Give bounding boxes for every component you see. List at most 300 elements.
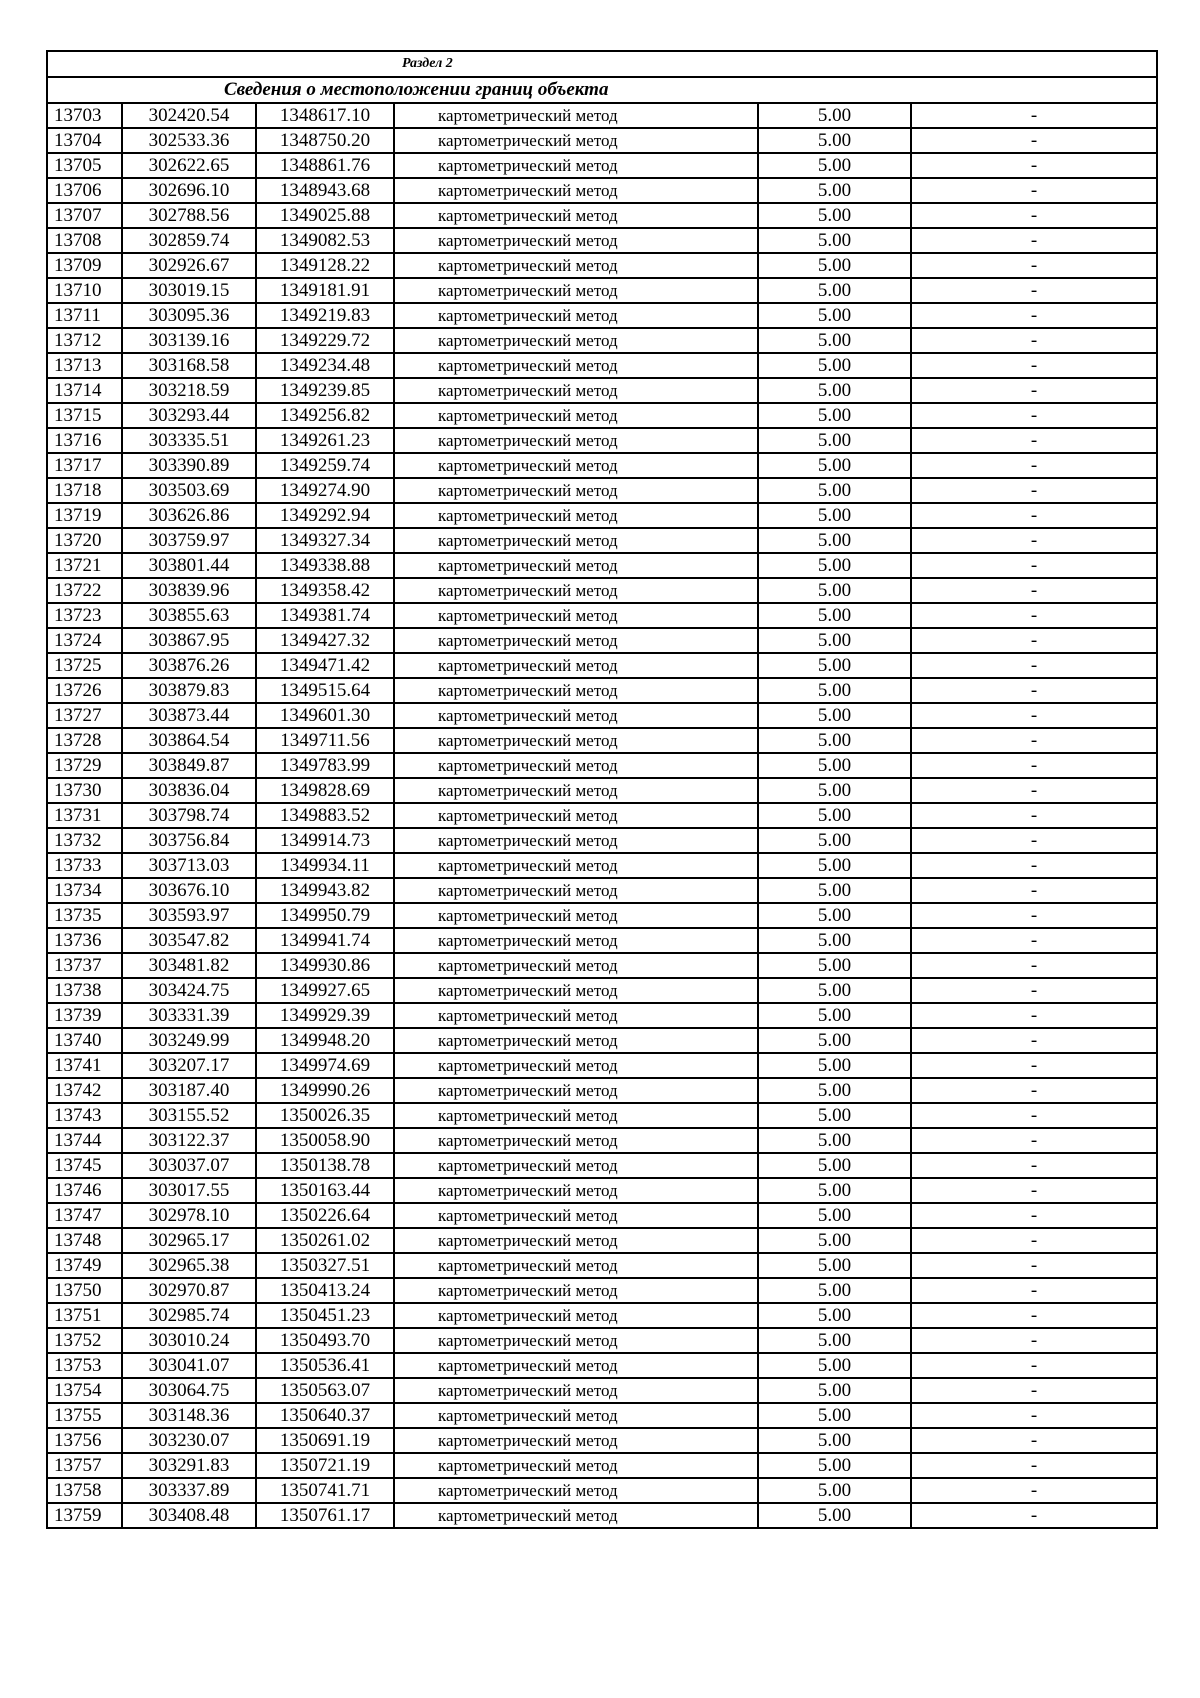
description-cell: - xyxy=(911,953,1157,978)
accuracy-cell: 5.00 xyxy=(758,753,911,778)
description-cell: - xyxy=(911,253,1157,278)
point-number-cell: 13739 xyxy=(47,1003,122,1028)
x-coordinate-cell: 303335.51 xyxy=(122,428,256,453)
description-cell: - xyxy=(911,353,1157,378)
point-number-cell: 13753 xyxy=(47,1353,122,1378)
table-row xyxy=(47,1453,1157,1478)
description-cell: - xyxy=(911,103,1157,128)
point-number-cell: 13737 xyxy=(47,953,122,978)
y-coordinate-cell: 1349930.86 xyxy=(256,953,394,978)
table-row xyxy=(47,1078,1157,1103)
description-cell: - xyxy=(911,128,1157,153)
x-coordinate-cell: 303017.55 xyxy=(122,1178,256,1203)
point-number-cell: 13747 xyxy=(47,1203,122,1228)
table-row xyxy=(47,103,1157,128)
accuracy-cell: 5.00 xyxy=(758,1503,911,1528)
y-coordinate-cell: 1349128.22 xyxy=(256,253,394,278)
accuracy-cell: 5.00 xyxy=(758,878,911,903)
accuracy-cell: 5.00 xyxy=(758,903,911,928)
table-row xyxy=(47,578,1157,603)
method-cell: картометрический метод xyxy=(394,1103,758,1128)
table-row xyxy=(47,403,1157,428)
method-cell: картометрический метод xyxy=(394,353,758,378)
y-coordinate-cell: 1348861.76 xyxy=(256,153,394,178)
table-row xyxy=(47,853,1157,878)
table-row xyxy=(47,1353,1157,1378)
table-row xyxy=(47,128,1157,153)
y-coordinate-cell: 1349025.88 xyxy=(256,203,394,228)
accuracy-cell: 5.00 xyxy=(758,853,911,878)
point-number-cell: 13743 xyxy=(47,1103,122,1128)
accuracy-cell: 5.00 xyxy=(758,1303,911,1328)
y-coordinate-cell: 1349427.32 xyxy=(256,628,394,653)
accuracy-cell: 5.00 xyxy=(758,1053,911,1078)
x-coordinate-cell: 303839.96 xyxy=(122,578,256,603)
description-cell: - xyxy=(911,378,1157,403)
description-cell: - xyxy=(911,553,1157,578)
method-cell: картометрический метод xyxy=(394,978,758,1003)
description-cell: - xyxy=(911,1353,1157,1378)
accuracy-cell: 5.00 xyxy=(758,778,911,803)
y-coordinate-cell: 1350741.71 xyxy=(256,1478,394,1503)
y-coordinate-cell: 1349950.79 xyxy=(256,903,394,928)
accuracy-cell: 5.00 xyxy=(758,503,911,528)
point-number-cell: 13719 xyxy=(47,503,122,528)
method-cell: картометрический метод xyxy=(394,1053,758,1078)
table-row xyxy=(47,278,1157,303)
x-coordinate-cell: 303836.04 xyxy=(122,778,256,803)
x-coordinate-cell: 303331.39 xyxy=(122,1003,256,1028)
y-coordinate-cell: 1349239.85 xyxy=(256,378,394,403)
method-cell: картометрический метод xyxy=(394,1078,758,1103)
table-row xyxy=(47,1128,1157,1153)
table-row xyxy=(47,728,1157,753)
x-coordinate-cell: 302970.87 xyxy=(122,1278,256,1303)
point-number-cell: 13738 xyxy=(47,978,122,1003)
accuracy-cell: 5.00 xyxy=(758,828,911,853)
accuracy-cell: 5.00 xyxy=(758,228,911,253)
x-coordinate-cell: 303139.16 xyxy=(122,328,256,353)
table-row xyxy=(47,428,1157,453)
table-row xyxy=(47,978,1157,1003)
table-row xyxy=(47,828,1157,853)
table-row xyxy=(47,803,1157,828)
description-cell: - xyxy=(911,728,1157,753)
x-coordinate-cell: 303713.03 xyxy=(122,853,256,878)
accuracy-cell: 5.00 xyxy=(758,1328,911,1353)
x-coordinate-cell: 303293.44 xyxy=(122,403,256,428)
description-cell: - xyxy=(911,778,1157,803)
y-coordinate-cell: 1349229.72 xyxy=(256,328,394,353)
accuracy-cell: 5.00 xyxy=(758,1278,911,1303)
accuracy-cell: 5.00 xyxy=(758,1003,911,1028)
method-cell: картометрический метод xyxy=(394,1228,758,1253)
table-row xyxy=(47,1153,1157,1178)
description-cell: - xyxy=(911,153,1157,178)
x-coordinate-cell: 302965.38 xyxy=(122,1253,256,1278)
accuracy-cell: 5.00 xyxy=(758,278,911,303)
x-coordinate-cell: 303879.83 xyxy=(122,678,256,703)
point-number-cell: 13749 xyxy=(47,1253,122,1278)
table-row xyxy=(47,178,1157,203)
accuracy-cell: 5.00 xyxy=(758,1478,911,1503)
accuracy-cell: 5.00 xyxy=(758,478,911,503)
method-cell: картометрический метод xyxy=(394,1253,758,1278)
x-coordinate-cell: 303756.84 xyxy=(122,828,256,853)
method-cell: картометрический метод xyxy=(394,203,758,228)
method-cell: картометрический метод xyxy=(394,853,758,878)
y-coordinate-cell: 1349943.82 xyxy=(256,878,394,903)
y-coordinate-cell: 1350563.07 xyxy=(256,1378,394,1403)
point-number-cell: 13759 xyxy=(47,1503,122,1528)
method-cell: картометрический метод xyxy=(394,1178,758,1203)
accuracy-cell: 5.00 xyxy=(758,178,911,203)
description-cell: - xyxy=(911,703,1157,728)
method-cell: картометрический метод xyxy=(394,503,758,528)
x-coordinate-cell: 303864.54 xyxy=(122,728,256,753)
accuracy-cell: 5.00 xyxy=(758,978,911,1003)
table-row xyxy=(47,478,1157,503)
table-row xyxy=(47,903,1157,928)
accuracy-cell: 5.00 xyxy=(758,1203,911,1228)
method-cell: картометрический метод xyxy=(394,1403,758,1428)
x-coordinate-cell: 303873.44 xyxy=(122,703,256,728)
y-coordinate-cell: 1348943.68 xyxy=(256,178,394,203)
x-coordinate-cell: 303122.37 xyxy=(122,1128,256,1153)
table-row xyxy=(47,703,1157,728)
accuracy-cell: 5.00 xyxy=(758,928,911,953)
accuracy-cell: 5.00 xyxy=(758,1428,911,1453)
table-row xyxy=(47,603,1157,628)
x-coordinate-cell: 303218.59 xyxy=(122,378,256,403)
table-row xyxy=(47,1428,1157,1453)
y-coordinate-cell: 1349181.91 xyxy=(256,278,394,303)
y-coordinate-cell: 1349515.64 xyxy=(256,678,394,703)
method-cell: картометрический метод xyxy=(394,678,758,703)
point-number-cell: 13746 xyxy=(47,1178,122,1203)
y-coordinate-cell: 1349927.65 xyxy=(256,978,394,1003)
description-cell: - xyxy=(911,503,1157,528)
x-coordinate-cell: 303867.95 xyxy=(122,628,256,653)
point-number-cell: 13752 xyxy=(47,1328,122,1353)
y-coordinate-cell: 1350058.90 xyxy=(256,1128,394,1153)
description-cell: - xyxy=(911,278,1157,303)
table-row xyxy=(47,303,1157,328)
description-cell: - xyxy=(911,1153,1157,1178)
x-coordinate-cell: 303626.86 xyxy=(122,503,256,528)
table-row xyxy=(47,628,1157,653)
table-row xyxy=(47,953,1157,978)
x-coordinate-cell: 303064.75 xyxy=(122,1378,256,1403)
table-row xyxy=(47,203,1157,228)
x-coordinate-cell: 303855.63 xyxy=(122,603,256,628)
table-row xyxy=(47,1278,1157,1303)
accuracy-cell: 5.00 xyxy=(758,353,911,378)
x-coordinate-cell: 303291.83 xyxy=(122,1453,256,1478)
method-cell: картометрический метод xyxy=(394,828,758,853)
point-number-cell: 13734 xyxy=(47,878,122,903)
y-coordinate-cell: 1349292.94 xyxy=(256,503,394,528)
description-cell: - xyxy=(911,1228,1157,1253)
point-number-cell: 13744 xyxy=(47,1128,122,1153)
accuracy-cell: 5.00 xyxy=(758,1403,911,1428)
point-number-cell: 13742 xyxy=(47,1078,122,1103)
method-cell: картометрический метод xyxy=(394,1128,758,1153)
description-cell: - xyxy=(911,828,1157,853)
x-coordinate-cell: 302965.17 xyxy=(122,1228,256,1253)
table-row xyxy=(47,1003,1157,1028)
point-number-cell: 13710 xyxy=(47,278,122,303)
point-number-cell: 13720 xyxy=(47,528,122,553)
table-row xyxy=(47,1103,1157,1128)
accuracy-cell: 5.00 xyxy=(758,1253,911,1278)
method-cell: картометрический метод xyxy=(394,178,758,203)
x-coordinate-cell: 303337.89 xyxy=(122,1478,256,1503)
point-number-cell: 13718 xyxy=(47,478,122,503)
point-number-cell: 13758 xyxy=(47,1478,122,1503)
y-coordinate-cell: 1350761.17 xyxy=(256,1503,394,1528)
method-cell: картометрический метод xyxy=(394,903,758,928)
table-row xyxy=(47,1403,1157,1428)
method-cell: картометрический метод xyxy=(394,1328,758,1353)
accuracy-cell: 5.00 xyxy=(758,678,911,703)
x-coordinate-cell: 303168.58 xyxy=(122,353,256,378)
point-number-cell: 13725 xyxy=(47,653,122,678)
accuracy-cell: 5.00 xyxy=(758,1128,911,1153)
point-number-cell: 13717 xyxy=(47,453,122,478)
point-number-cell: 13721 xyxy=(47,553,122,578)
description-cell: - xyxy=(911,1178,1157,1203)
section-label: Раздел 2 xyxy=(47,51,1157,77)
x-coordinate-cell: 303503.69 xyxy=(122,478,256,503)
method-cell: картометрический метод xyxy=(394,653,758,678)
point-number-cell: 13754 xyxy=(47,1378,122,1403)
section-header-row xyxy=(47,51,1157,77)
table-row xyxy=(47,228,1157,253)
point-number-cell: 13722 xyxy=(47,578,122,603)
description-cell: - xyxy=(911,528,1157,553)
point-number-cell: 13706 xyxy=(47,178,122,203)
x-coordinate-cell: 303095.36 xyxy=(122,303,256,328)
y-coordinate-cell: 1350138.78 xyxy=(256,1153,394,1178)
x-coordinate-cell: 303547.82 xyxy=(122,928,256,953)
x-coordinate-cell: 303041.07 xyxy=(122,1353,256,1378)
description-cell: - xyxy=(911,1253,1157,1278)
accuracy-cell: 5.00 xyxy=(758,1153,911,1178)
y-coordinate-cell: 1349783.99 xyxy=(256,753,394,778)
y-coordinate-cell: 1349914.73 xyxy=(256,828,394,853)
point-number-cell: 13748 xyxy=(47,1228,122,1253)
point-number-cell: 13708 xyxy=(47,228,122,253)
description-cell: - xyxy=(911,603,1157,628)
description-cell: - xyxy=(911,1103,1157,1128)
method-cell: картометрический метод xyxy=(394,1003,758,1028)
accuracy-cell: 5.00 xyxy=(758,1378,911,1403)
y-coordinate-cell: 1349941.74 xyxy=(256,928,394,953)
method-cell: картометрический метод xyxy=(394,1428,758,1453)
point-number-cell: 13750 xyxy=(47,1278,122,1303)
description-cell: - xyxy=(911,328,1157,353)
y-coordinate-cell: 1350721.19 xyxy=(256,1453,394,1478)
point-number-cell: 13715 xyxy=(47,403,122,428)
table-row xyxy=(47,1053,1157,1078)
point-number-cell: 13714 xyxy=(47,378,122,403)
description-cell: - xyxy=(911,178,1157,203)
table-row xyxy=(47,1228,1157,1253)
method-cell: картометрический метод xyxy=(394,103,758,128)
table-row xyxy=(47,678,1157,703)
method-cell: картометрический метод xyxy=(394,1478,758,1503)
y-coordinate-cell: 1349601.30 xyxy=(256,703,394,728)
x-coordinate-cell: 303010.24 xyxy=(122,1328,256,1353)
method-cell: картометрический метод xyxy=(394,803,758,828)
y-coordinate-cell: 1349929.39 xyxy=(256,1003,394,1028)
description-cell: - xyxy=(911,1053,1157,1078)
point-number-cell: 13712 xyxy=(47,328,122,353)
y-coordinate-cell: 1349711.56 xyxy=(256,728,394,753)
point-number-cell: 13729 xyxy=(47,753,122,778)
accuracy-cell: 5.00 xyxy=(758,103,911,128)
point-number-cell: 13709 xyxy=(47,253,122,278)
table-title-row xyxy=(47,77,1157,103)
y-coordinate-cell: 1349471.42 xyxy=(256,653,394,678)
point-number-cell: 13751 xyxy=(47,1303,122,1328)
accuracy-cell: 5.00 xyxy=(758,453,911,478)
method-cell: картометрический метод xyxy=(394,528,758,553)
x-coordinate-cell: 302926.67 xyxy=(122,253,256,278)
table-row xyxy=(47,1203,1157,1228)
method-cell: картометрический метод xyxy=(394,1153,758,1178)
x-coordinate-cell: 303798.74 xyxy=(122,803,256,828)
x-coordinate-cell: 303019.15 xyxy=(122,278,256,303)
y-coordinate-cell: 1349234.48 xyxy=(256,353,394,378)
accuracy-cell: 5.00 xyxy=(758,1228,911,1253)
x-coordinate-cell: 303230.07 xyxy=(122,1428,256,1453)
x-coordinate-cell: 303759.97 xyxy=(122,528,256,553)
accuracy-cell: 5.00 xyxy=(758,703,911,728)
method-cell: картометрический метод xyxy=(394,303,758,328)
table-row xyxy=(47,528,1157,553)
y-coordinate-cell: 1350261.02 xyxy=(256,1228,394,1253)
x-coordinate-cell: 302420.54 xyxy=(122,103,256,128)
y-coordinate-cell: 1350640.37 xyxy=(256,1403,394,1428)
description-cell: - xyxy=(911,1203,1157,1228)
y-coordinate-cell: 1349948.20 xyxy=(256,1028,394,1053)
method-cell: картометрический метод xyxy=(394,328,758,353)
accuracy-cell: 5.00 xyxy=(758,1353,911,1378)
y-coordinate-cell: 1349274.90 xyxy=(256,478,394,503)
point-number-cell: 13716 xyxy=(47,428,122,453)
boundary-coordinates-table xyxy=(46,50,1158,1529)
method-cell: картометрический метод xyxy=(394,1303,758,1328)
accuracy-cell: 5.00 xyxy=(758,303,911,328)
x-coordinate-cell: 303481.82 xyxy=(122,953,256,978)
x-coordinate-cell: 303801.44 xyxy=(122,553,256,578)
point-number-cell: 13704 xyxy=(47,128,122,153)
method-cell: картометрический метод xyxy=(394,1353,758,1378)
y-coordinate-cell: 1350691.19 xyxy=(256,1428,394,1453)
y-coordinate-cell: 1350327.51 xyxy=(256,1253,394,1278)
x-coordinate-cell: 303207.17 xyxy=(122,1053,256,1078)
table-row xyxy=(47,1328,1157,1353)
method-cell: картометрический метод xyxy=(394,728,758,753)
description-cell: - xyxy=(911,453,1157,478)
method-cell: картометрический метод xyxy=(394,403,758,428)
description-cell: - xyxy=(911,1078,1157,1103)
method-cell: картометрический метод xyxy=(394,928,758,953)
description-cell: - xyxy=(911,628,1157,653)
method-cell: картометрический метод xyxy=(394,578,758,603)
x-coordinate-cell: 303249.99 xyxy=(122,1028,256,1053)
table-row xyxy=(47,1253,1157,1278)
method-cell: картометрический метод xyxy=(394,628,758,653)
table-row xyxy=(47,328,1157,353)
method-cell: картометрический метод xyxy=(394,478,758,503)
table-row xyxy=(47,353,1157,378)
description-cell: - xyxy=(911,678,1157,703)
point-number-cell: 13726 xyxy=(47,678,122,703)
point-number-cell: 13713 xyxy=(47,353,122,378)
description-cell: - xyxy=(911,1503,1157,1528)
description-cell: - xyxy=(911,578,1157,603)
accuracy-cell: 5.00 xyxy=(758,1028,911,1053)
y-coordinate-cell: 1350493.70 xyxy=(256,1328,394,1353)
y-coordinate-cell: 1349259.74 xyxy=(256,453,394,478)
y-coordinate-cell: 1350226.64 xyxy=(256,1203,394,1228)
description-cell: - xyxy=(911,1278,1157,1303)
x-coordinate-cell: 303148.36 xyxy=(122,1403,256,1428)
accuracy-cell: 5.00 xyxy=(758,1078,911,1103)
description-cell: - xyxy=(911,303,1157,328)
description-cell: - xyxy=(911,853,1157,878)
accuracy-cell: 5.00 xyxy=(758,378,911,403)
method-cell: картометрический метод xyxy=(394,703,758,728)
point-number-cell: 13728 xyxy=(47,728,122,753)
accuracy-cell: 5.00 xyxy=(758,128,911,153)
accuracy-cell: 5.00 xyxy=(758,328,911,353)
method-cell: картометрический метод xyxy=(394,603,758,628)
x-coordinate-cell: 303390.89 xyxy=(122,453,256,478)
table-row xyxy=(47,503,1157,528)
table-row xyxy=(47,378,1157,403)
description-cell: - xyxy=(911,1003,1157,1028)
y-coordinate-cell: 1349381.74 xyxy=(256,603,394,628)
description-cell: - xyxy=(911,1453,1157,1478)
y-coordinate-cell: 1350536.41 xyxy=(256,1353,394,1378)
method-cell: картометрический метод xyxy=(394,128,758,153)
method-cell: картометрический метод xyxy=(394,378,758,403)
method-cell: картометрический метод xyxy=(394,753,758,778)
accuracy-cell: 5.00 xyxy=(758,728,911,753)
y-coordinate-cell: 1349828.69 xyxy=(256,778,394,803)
description-cell: - xyxy=(911,403,1157,428)
x-coordinate-cell: 303849.87 xyxy=(122,753,256,778)
table-row xyxy=(47,1478,1157,1503)
x-coordinate-cell: 303876.26 xyxy=(122,653,256,678)
description-cell: - xyxy=(911,803,1157,828)
y-coordinate-cell: 1350163.44 xyxy=(256,1178,394,1203)
method-cell: картометрический метод xyxy=(394,1503,758,1528)
accuracy-cell: 5.00 xyxy=(758,553,911,578)
table-row xyxy=(47,553,1157,578)
description-cell: - xyxy=(911,878,1157,903)
accuracy-cell: 5.00 xyxy=(758,153,911,178)
point-number-cell: 13741 xyxy=(47,1053,122,1078)
point-number-cell: 13755 xyxy=(47,1403,122,1428)
x-coordinate-cell: 303593.97 xyxy=(122,903,256,928)
y-coordinate-cell: 1349327.34 xyxy=(256,528,394,553)
accuracy-cell: 5.00 xyxy=(758,603,911,628)
